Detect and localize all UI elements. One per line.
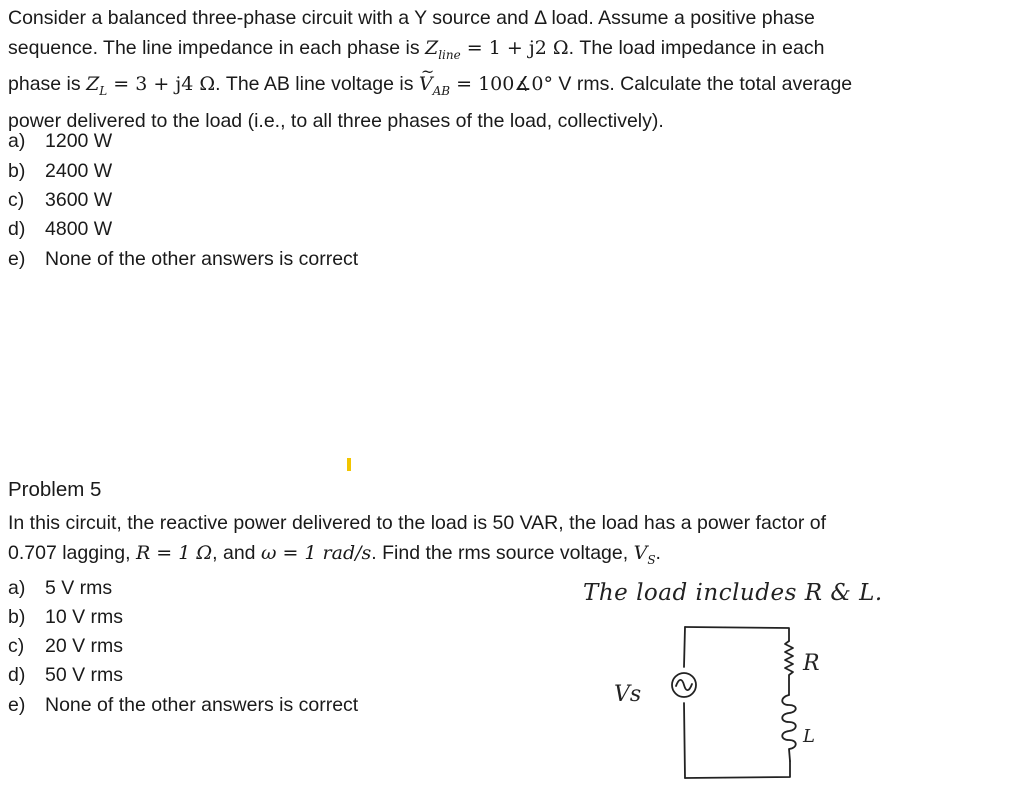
- problem5-option-e[interactable]: e) None of the other answers is correct: [8, 694, 359, 716]
- vs-handwritten-label: Vs: [614, 682, 642, 707]
- source-tilde-icon: [676, 680, 692, 690]
- circuit-top-wire: [685, 627, 789, 641]
- r-handwritten-label: R: [803, 651, 820, 676]
- text-cursor: [347, 458, 351, 471]
- vs-symbol: $V_S$: [633, 541, 656, 567]
- problem5-option-c[interactable]: c) 20 V rms: [8, 635, 124, 657]
- omega-value: ω = 1 rad/s: [260, 541, 372, 564]
- problem4-statement: [8, 4, 1008, 136]
- problem4-line2: sequence. The line impedance in each phase is $Z_{line} = 1 + j2$ Ω. The load impedance in each: [8, 36, 825, 62]
- l-handwritten-label: L: [803, 726, 815, 747]
- problem5-statement: [8, 509, 1008, 575]
- resistor-symbol: [785, 641, 793, 695]
- problem4-option-a[interactable]: a) 1200 W: [8, 130, 113, 152]
- problem4-line3: phase is $Z_L = 3 + j4$ Ω. The AB line voltage is ~ $V_{AB}$ = 100∡0° V rms. Calculate the total average: [8, 70, 1008, 107]
- problem4-line1: Consider a balanced three-phase circuit with a Y source and Δ load. Assume a positive phase: [8, 7, 815, 29]
- problem5-option-a[interactable]: a) 5 V rms: [8, 577, 113, 599]
- problem4-option-d[interactable]: d) 4800 W: [8, 218, 113, 240]
- inductor-symbol: [782, 695, 796, 761]
- problem5-option-b[interactable]: b) 10 V rms: [8, 606, 124, 628]
- z-line-expression: $Z_{line} = 1 + j2$ Ω: [425, 36, 569, 62]
- z-load-expression: $Z_L = 3 + j4$ Ω: [86, 73, 216, 98]
- problem4-option-b[interactable]: b) 2400 W: [8, 160, 113, 182]
- problem5-option-d[interactable]: d) 50 V rms: [8, 664, 124, 686]
- problem5-line2: 0.707 lagging, R = 1 Ω, and ω = 1 rad/s. Find the rms source voltage, $V_S$.: [8, 541, 661, 567]
- problem5-line1: In this circuit, the reactive power delivered to the load is 50 VAR, the load has a power factor of: [8, 512, 826, 534]
- circuit-left-wire: [684, 627, 685, 778]
- problem4-option-c[interactable]: c) 3600 W: [8, 189, 113, 211]
- handwritten-note: The load includes R & L.: [583, 580, 883, 606]
- problem5-title: Problem 5: [8, 478, 102, 501]
- circuit-bottom-wire: [685, 761, 790, 778]
- circuit-diagram: [590, 615, 890, 787]
- problem4-line4: power delivered to the load (i.e., to all three phases of the load, collectively).: [8, 109, 664, 132]
- r-value: R = 1 Ω: [135, 541, 213, 564]
- problem4-option-e[interactable]: e) None of the other answers is correct: [8, 248, 359, 270]
- v-ab-expression: ~ $V_{AB}$ = 100∡0°: [419, 73, 553, 95]
